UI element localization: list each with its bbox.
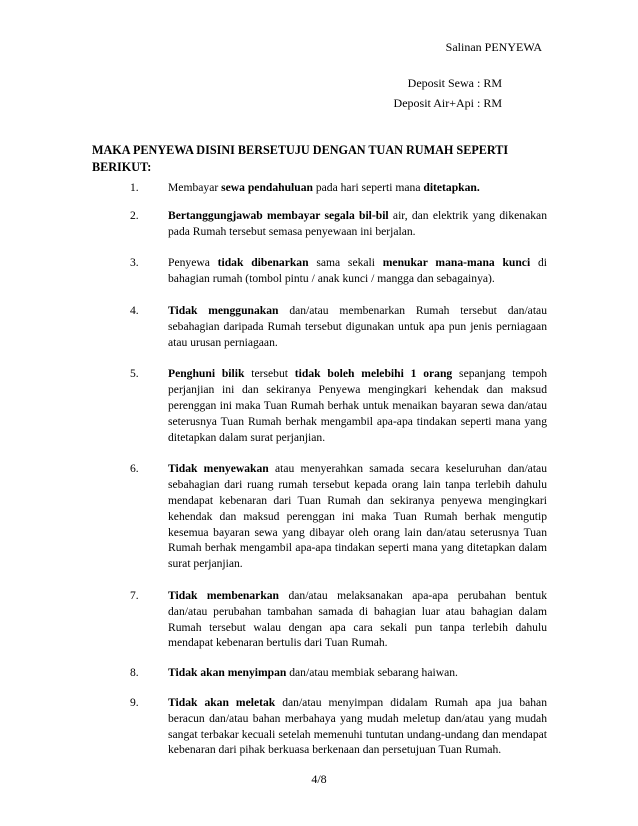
clause-fragment: dan/atau melaksanakan apa-apa perubahan bentuk dan/atau perubahan tambahan samada di bahagian luar atau bahagian dalam Rumah tersebut walau dengan apa cara sekali pun tanpa terlebih dahulu mendapat kebenaran bertulis dari Tuan Rumah. xyxy=(168,588,547,650)
clause-emphasis: ditetapkan. xyxy=(423,181,480,194)
clause-fragment: dan/atau membiak sebarang haiwan. xyxy=(286,666,458,680)
clause-number: 3. xyxy=(130,256,139,270)
clause-number: 6. xyxy=(130,462,139,476)
clause-emphasis: Penghuni bilik xyxy=(168,367,245,381)
deposit-rent-line: Deposit Sewa : RM xyxy=(407,76,502,90)
clause-emphasis: sewa pendahuluan xyxy=(221,181,313,194)
clause-fragment: Membayar xyxy=(168,181,222,194)
clause-text xyxy=(168,695,547,758)
deposit-utilities-line: Deposit Air+Api : RM xyxy=(393,96,502,110)
clause-fragment: sama sekali xyxy=(308,256,383,270)
clause-item xyxy=(92,303,547,350)
clause-number: 4. xyxy=(130,303,139,317)
clause-fragment: pada hari seperti mana xyxy=(312,181,424,194)
copy-label: Salinan PENYEWA xyxy=(445,40,542,54)
clause-emphasis: Bertanggungjawab membayar segala bil-bil xyxy=(168,208,389,222)
clause-item xyxy=(92,208,547,240)
clause-fragment: Penyewa xyxy=(168,256,218,270)
clause-fragment: di bahagian rumah (tombol pintu / anak kunci / mangga dan sebagainya). xyxy=(168,256,547,286)
clause-emphasis: Tidak akan menyimpan xyxy=(168,666,287,680)
clause-fragment: air, dan elektrik yang dikenakan pada Rumah tersebut semasa penyewaan ini berjalan. xyxy=(168,208,547,238)
clause-fragment: dan/atau membenarkan Rumah tersebut dan/atau sebahagian daripada Rumah tersebut digunakan untuk apa pun jenis perniagaan atau urusan perniagaan. xyxy=(168,303,547,349)
clause-number: 8. xyxy=(130,666,139,680)
clause-fragment: atau menyerahkan samada secara keseluruhan dan/atau sebahagian dari ruang rumah tersebut kepada orang lain tanpa terlebih dahulu mendapat kebenaran dari Tuan Rumah dan sekiranya penyewa mengingkari kehendak dan maksud perenggan ini maka Tuan Rumah berhak mengutip kesemua bayaran sewa yang dibayar oleh orang lain dan/atau seterusnya Tuan Rumah berhak mengambil apa-apa tindakan seperti mana yang ditetapkan dalam surat perjanjian. xyxy=(168,462,547,571)
clause-item xyxy=(92,695,547,758)
clause-item xyxy=(92,255,547,287)
clause-emphasis: Tidak menggunakan xyxy=(168,303,279,317)
clause-item xyxy=(92,461,547,572)
clause-emphasis: tidak boleh melebihi 1 orang xyxy=(294,367,453,381)
clause-text xyxy=(168,180,547,196)
clause-emphasis: tidak dibenarkan xyxy=(217,256,309,270)
agreement-heading: MAKA PENYEWA DISINI BERSETUJU DENGAN TUAN RUMAH SEPERTI BERIKUT: xyxy=(92,143,509,174)
clause-list xyxy=(92,180,547,772)
clause-item xyxy=(92,180,547,196)
clause-number: 2. xyxy=(130,208,139,222)
clause-number: 1. xyxy=(130,181,139,194)
clause-text xyxy=(168,303,547,350)
clause-fragment: tersebut xyxy=(244,367,295,381)
clause-fragment: dan/atau menyimpan didalam Rumah apa jua bahan beracun dan/atau bahan merbahaya yang mudah meletup dan/atau yang mudah sangat terbakar kecuali setelah memenuhi tuntutan undang-undang dan mendapat kebenaran dari pihak berkuasa berkenaan dan persetujuan Tuan Rumah. xyxy=(168,695,548,757)
clause-number: 7. xyxy=(130,588,139,602)
clause-text xyxy=(168,665,547,681)
clause-emphasis: menukar mana-mana kunci xyxy=(382,256,531,270)
clause-item xyxy=(92,665,547,681)
clause-item xyxy=(92,366,547,445)
clause-emphasis: Tidak membenarkan xyxy=(168,588,280,602)
clause-item xyxy=(92,588,547,651)
clause-emphasis: Tidak akan meletak xyxy=(168,695,276,709)
clause-text xyxy=(168,366,547,445)
clause-text xyxy=(168,461,547,572)
clause-text xyxy=(168,208,547,240)
clause-emphasis: Tidak menyewakan xyxy=(168,462,269,476)
clause-number: 5. xyxy=(130,367,139,381)
clause-text xyxy=(168,588,547,651)
clause-number: 9. xyxy=(130,695,139,709)
clause-text xyxy=(168,255,547,287)
clause-fragment: sepanjang tempoh perjanjian ini dan sekiranya Penyewa mengingkari kehendak dan maksud perenggan ini maka Tuan Rumah berhak untuk menaikan bayaran sewa dan/atau seterusnya Tuan Rumah berhak mengambil apa-apa tindakan seperti mana yang ditetapkan dalam surat perjanjian. xyxy=(168,367,548,444)
page-number: 4/8 xyxy=(311,772,327,786)
